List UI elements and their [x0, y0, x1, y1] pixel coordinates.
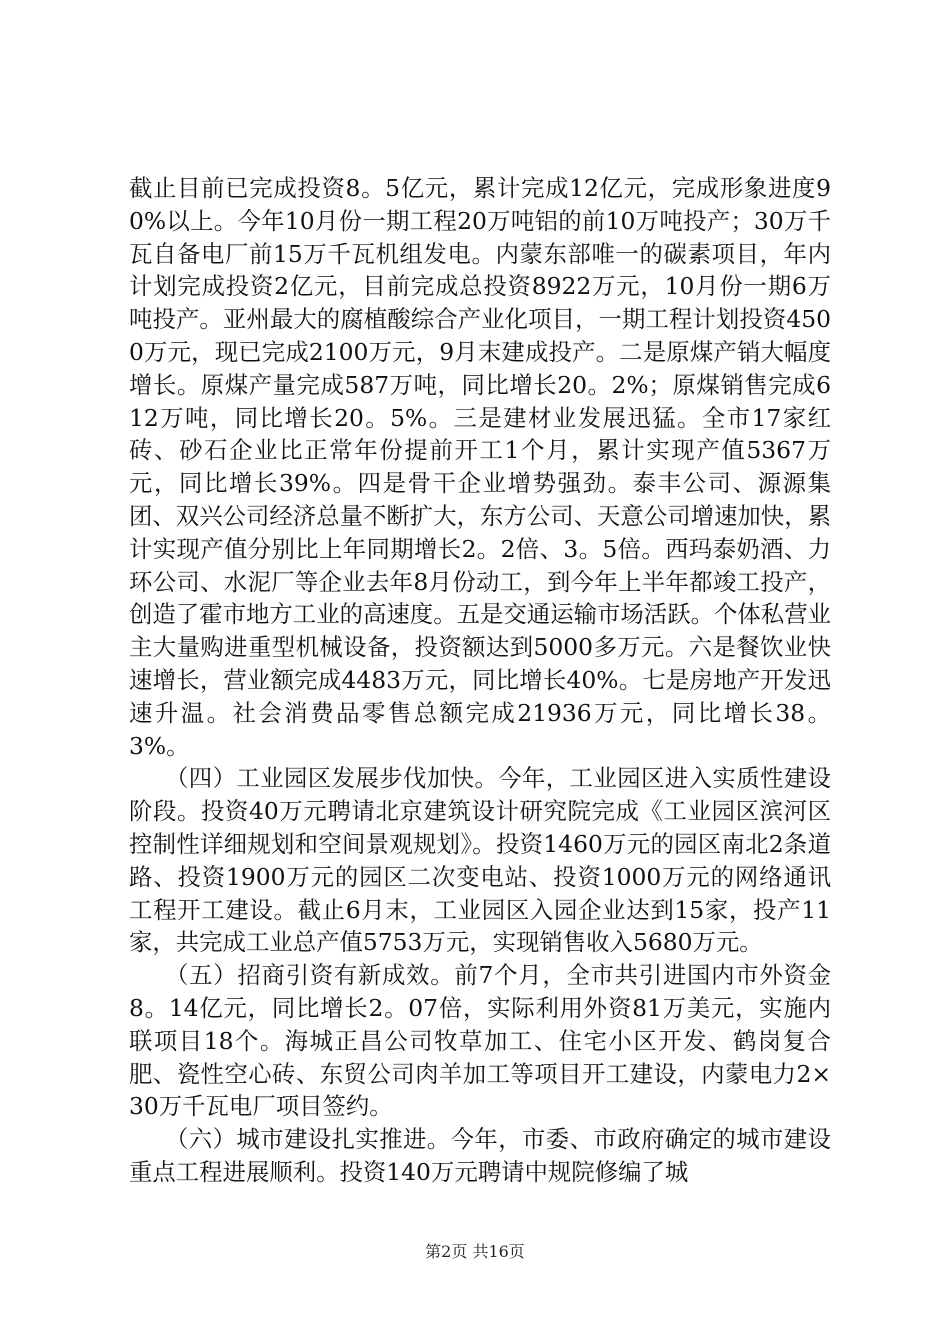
paragraph-industry-progress: 截止目前已完成投资8。5亿元，累计完成12亿元，完成形象进度90%以上。今年10月份一期工程20万吨铝的前10万吨投产；30万千瓦自备电厂前15万千瓦机组发电。内蒙东部唯一的碳素项目，年内计划完成投资2亿元，目前完成总投资8922万元，10月份一期6万吨投产。亚州最大的腐植酸综合产业化项目，一期工程计划投资4500万元，现已完成2100万元，9月末建成投产。二是原煤产销大幅度增长。原煤产量完成587万吨，同比增长20。2%；原煤销售完成612万吨，同比增长20。5%。三是建材业发展迅猛。全市17家红砖、砂石企业比正常年份提前开工1个月，累计实现产值5367万元，同比增长39%。四是骨干企业增势强劲。泰丰公司、源源集团、双兴公司经济总量不断扩大，东方公司、天意公司增速加快，累计实现产值分别比上年同期增长2。2倍、3。5倍。西玛泰奶酒、力环公司、水泥厂等企业去年8月份动工，到今年上半年都竣工投产，创造了霍市地方工业的高速度。五是交通运输市场活跃。个体私营业主大量购进重型机械设备，投资额达到5000多万元。六是餐饮业快速增长，营业额完成4483万元，同比增长40%。七是房地产开发迅速升温。社会消费品零售总额完成21936万元，同比增长38。3%。: [129, 174, 831, 760]
document-body: [129, 172, 831, 1189]
paragraph-urban-construction: （六）城市建设扎实推进。今年，市委、市政府确定的城市建设重点工程进展顺利。投资140万元聘请中规院修编了城: [129, 1125, 831, 1186]
paragraph-investment-attraction: （五）招商引资有新成效。前7个月，全市共引进国内市外资金8。14亿元，同比增长2。07倍，实际利用外资81万美元，实施内联项目18个。海城正昌公司牧草加工、住宅小区开发、鹤岗复合肥、瓷性空心砖、东贸公司肉羊加工等项目开工建设，内蒙电力2×30万千瓦电厂项目签约。: [129, 961, 831, 1121]
paragraph-industrial-park: （四）工业园区发展步伐加快。今年，工业园区进入实质性建设阶段。投资40万元聘请北京建筑设计研究院完成《工业园区滨河区控制性详细规划和空间景观规划》。投资1460万元的园区南北2条道路、投资1900万元的园区二次变电站、投资1000万元的网络通讯工程开工建设。截止6月末，工业园区入园企业达到15家，投产11家，共完成工业总产值5753万元，实现销售收入5680万元。: [129, 764, 831, 957]
page-footer: 第2页 共16页: [425, 1242, 525, 1261]
